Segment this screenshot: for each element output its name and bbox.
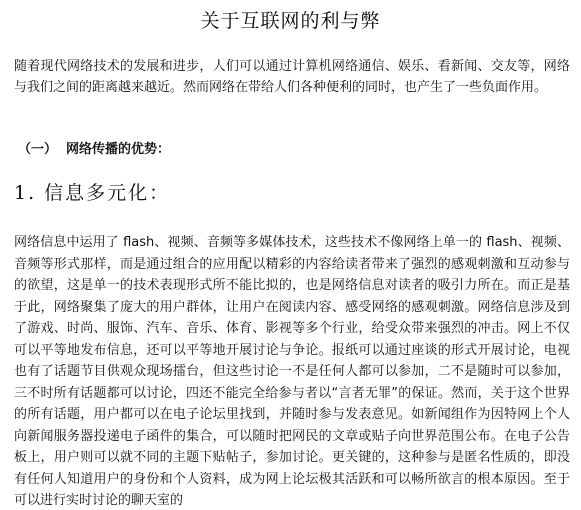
subsection-heading: 1. 信息多元化： <box>14 182 171 204</box>
document-title: 关于互联网的利与弊 <box>200 10 381 32</box>
section-number: （一） <box>18 142 58 157</box>
body-paragraph: 网络信息中运用了 flash、视频、音频等多媒体技术，这些技术不像网络上单一的 flash、视频、音频等形式那样，而是通过组合的应用配以精彩的内容给读者带来了强烈的感观刺激和互动参与的欲望，这是单一的技术表现形式所不能比拟的，也是网络信息对读者的吸引力所在。而正是基于此，网络聚集了庞大的用户群体，让用户在阅读内容、感受网络的感观刺激。网络信息涉及到了游戏、时尚、服饰、汽车、音乐、体育、影视等多个行业，给受众带来强烈的冲击。网上不仅可以平等地发布信息，还可以平等地开展讨论与争论。报纸可以通过座谈的形式开展讨论，电视也有了话题节目供观众现场擂台，但这些讨论一不是任何人都可以参加，二不是随时可以参加，三不时所有话题都可以讨论，四还不能完全给参与者以“言者无罪”的保证。然而，关于这个世界的所有话题，用户都可以在电子论坛里找到，并随时参与发表意见。如新闻组作为因特网上个人向新闻服务器投递电子函件的集合，可以随时把网民的文章或贴子向世界范围公布。在电子公告板上，用户则可以就不同的主题下贴帖子，参加讨论。更关键的，这种参与是匿名性质的，即没有任何人知道用户的身份和个人资料，成为网上论坛极其活跃和可以畅所欲言的根本原因。至于可以进行实时讨论的聊天室的 <box>14 235 570 508</box>
intro-paragraph: 随着现代网络技术的发展和进步，人们可以通过计算机网络通信、娱乐、看新闻、交友等，网络与我们之间的距离越来越近。然而网络在带给人们各种便利的同时，也产生了一些负面作用。 <box>14 59 570 95</box>
section-label: 网络传播的优势： <box>66 142 171 157</box>
section-heading <box>18 138 170 157</box>
